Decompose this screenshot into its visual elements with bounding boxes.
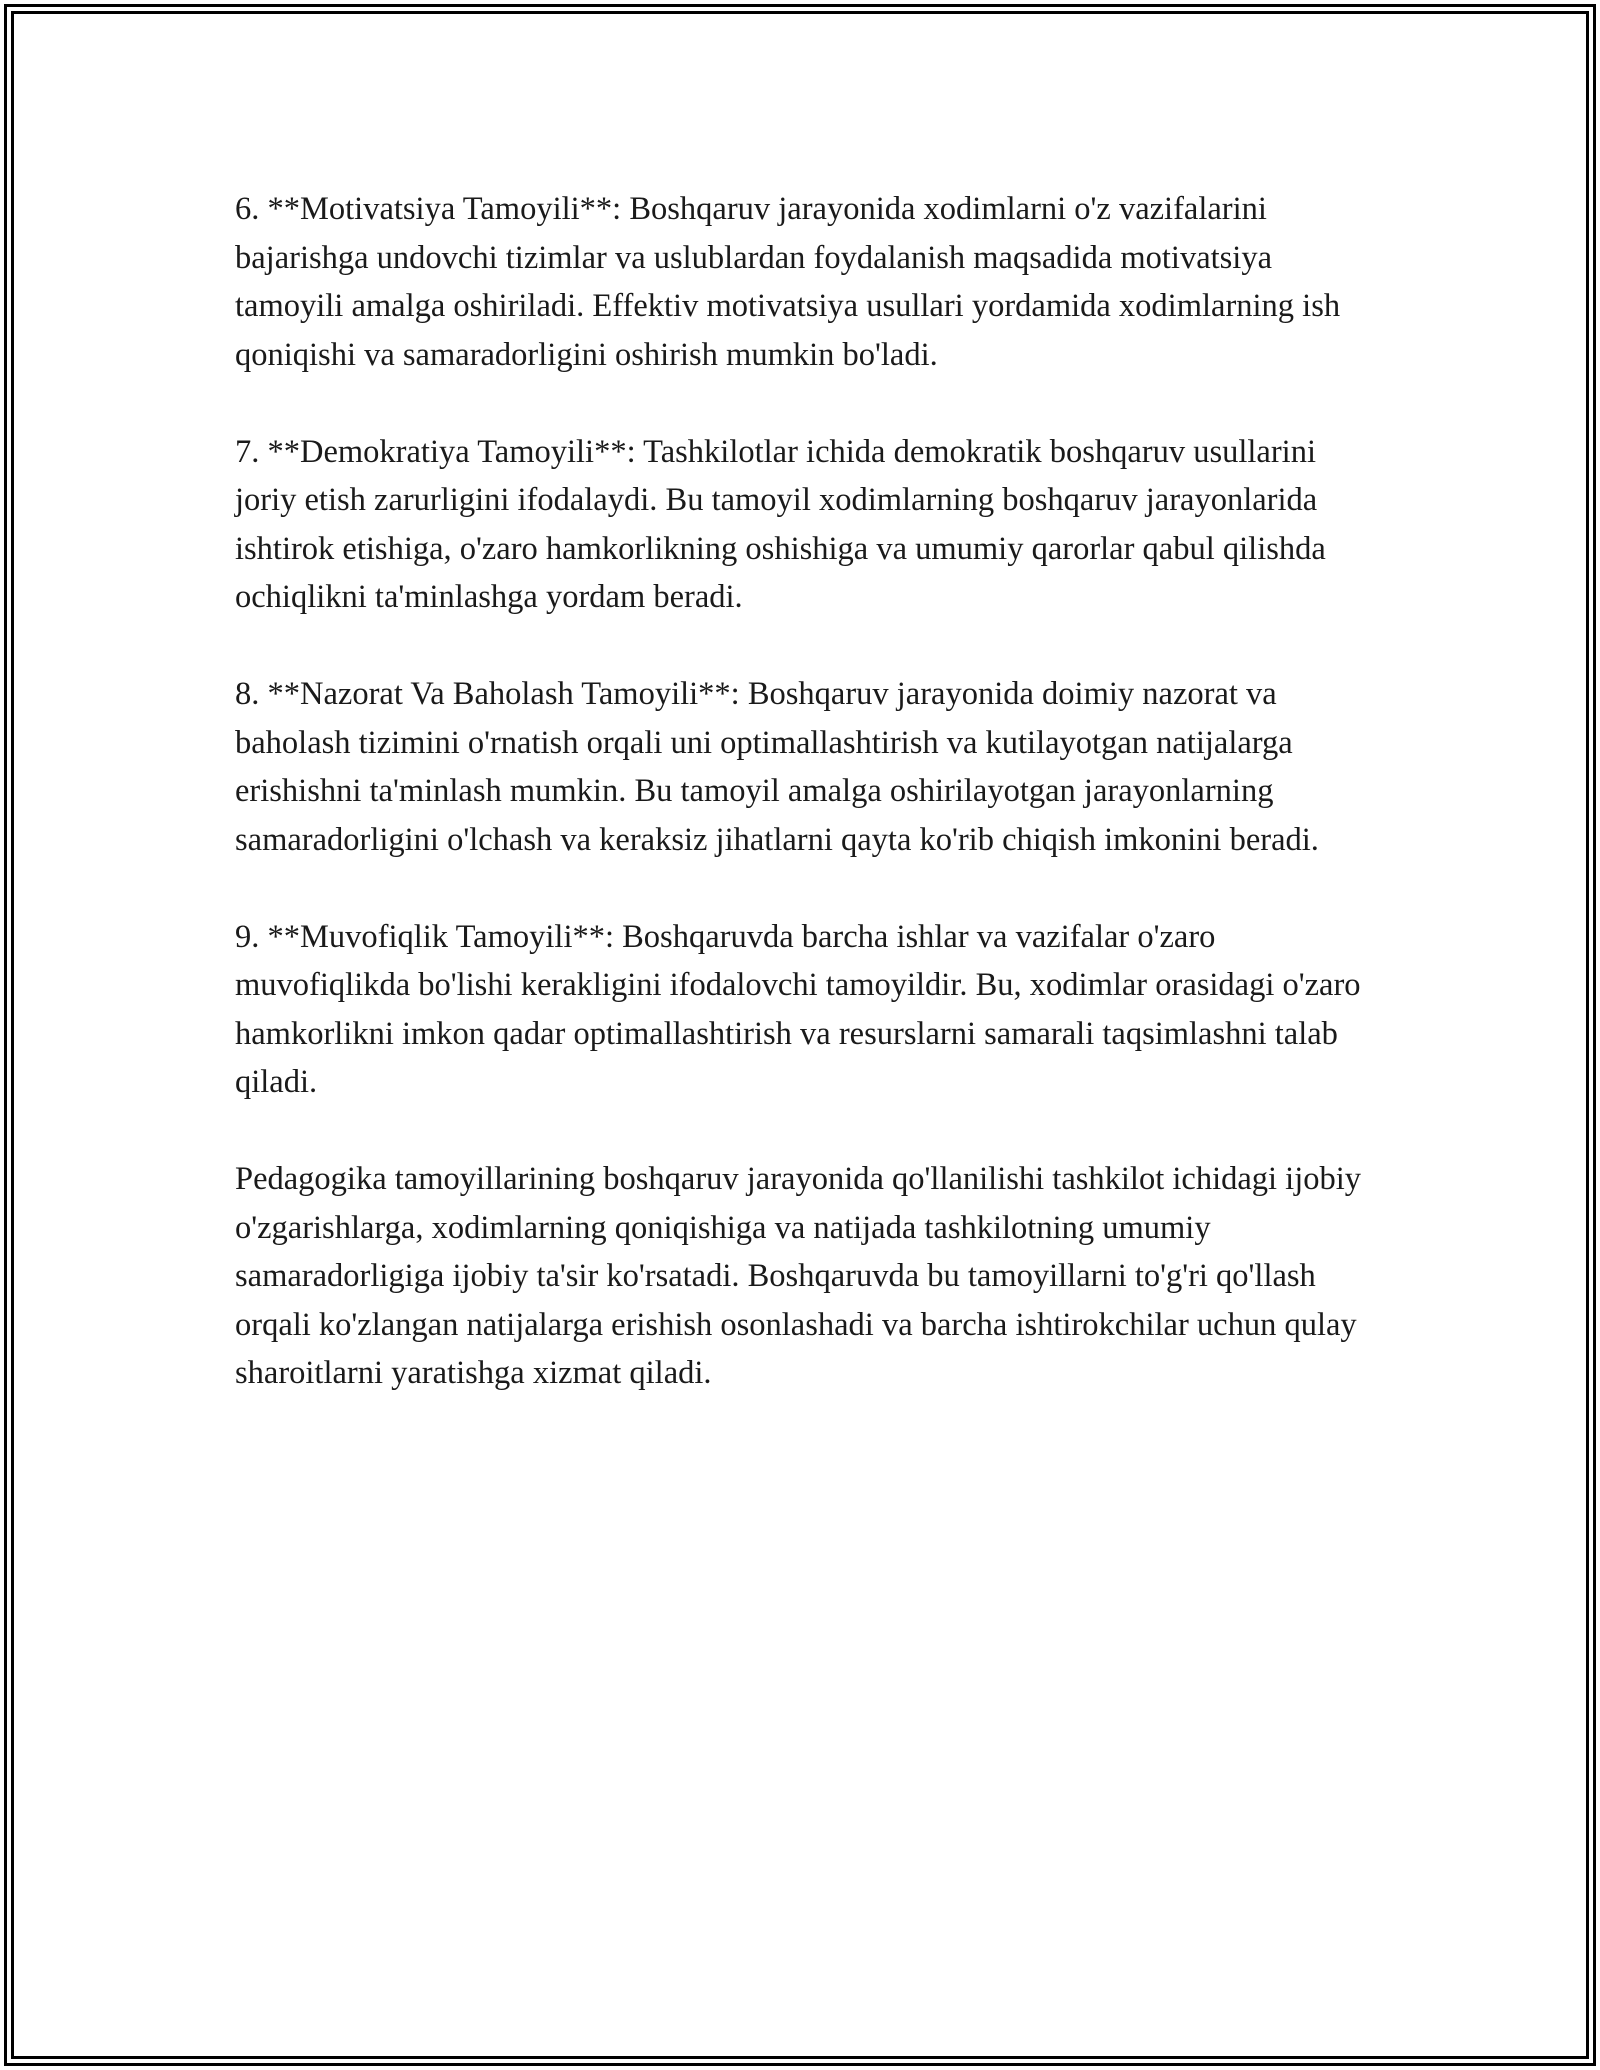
paragraph-demokratiya-tamoyili: 7. **Demokratiya Tamoyili**: Tashkilotlar ichida demokratik boshqaruv usullarini joriy etish zarurligini ifodalaydi. Bu tamoyil xodimlarning boshqaruv jarayonlarida ishtirok etishiga, o'zaro hamkorlikning oshishiga va umumiy qarorlar qabul qilishda ochiqlikni ta'minlashga yordam beradi. [235,433,1326,615]
paragraph-nazorat-va-baholash-tamoyili: 8. **Nazorat Va Baholash Tamoyili**: Boshqaruv jarayonida doimiy nazorat va baholash tizimini o'rnatish orqali uni optimallashtirish va kutilayotgan natijalarga erishishni ta'minlash mumkin. Bu tamoyil amalga oshirilayotgan jarayonlarning samaradorligini o'lchash va keraksiz jihatlarni qayta ko'rib chiqish imkonini beradi. [235,676,1319,858]
paragraph-motivatsiya-tamoyili: 6. **Motivatsiya Tamoyili**: Boshqaruv jarayonida xodimlarni o'z vazifalarini bajarishga undovchi tizimlar va uslublardan foydalanish maqsadida motivatsiya tamoyili amalga oshiriladi. Effektiv motivatsiya usullari yordamida xodimlarning ish qoniqishi va samaradorligini oshirish mumkin bo'ladi. [235,191,1341,373]
paragraph-muvofiqlik-tamoyili: 9. **Muvofiqlik Tamoyili**: Boshqaruvda barcha ishlar va vazifalar o'zaro muvofiqlikda bo'lishi kerakligini ifodalovchi tamoyildir. Bu, xodimlar orasidagi o'zaro hamkorlikni imkon qadar optimallashtirish va resurslarni samarali taqsimlashni talab qiladi. [235,918,1361,1100]
document-body [235,185,1370,1446]
paragraph-conclusion: Pedagogika tamoyillarining boshqaruv jarayonida qo'llanilishi tashkilot ichidagi ijobiy o'zgarishlarga, xodimlarning qoniqishiga va natijada tashkilotning umumiy samaradorligiga ijobiy ta'sir ko'rsatadi. Boshqaruvda bu tamoyillarni to'g'ri qo'llash orqali ko'zlangan natijalarga erishish osonlashadi va barcha ishtirokchilar uchun qulay sharoitlarni yaratishga xizmat qiladi. [235,1161,1362,1391]
